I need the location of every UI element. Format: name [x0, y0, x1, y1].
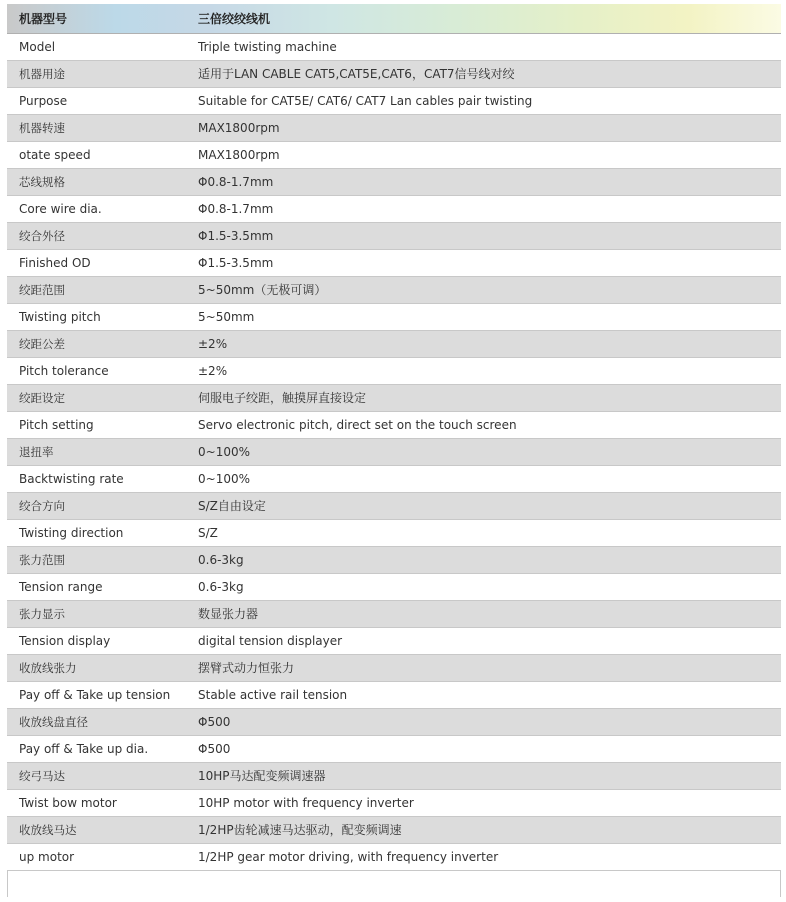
table-row: [7, 709, 781, 736]
spec-value: 0.6-3kg: [186, 574, 781, 601]
spec-label: 芯线规格: [7, 169, 186, 196]
spec-label: Pay off & Take up dia.: [7, 736, 186, 763]
spec-label: 机器转速: [7, 115, 186, 142]
spec-label: Model: [7, 34, 186, 61]
spec-value: Φ500: [186, 736, 781, 763]
table-row: [7, 88, 781, 115]
spec-label: up motor: [7, 844, 186, 871]
spec-label: 张力范围: [7, 547, 186, 574]
spec-value: Suitable for CAT5E/ CAT6/ CAT7 Lan cables pair twisting: [186, 88, 781, 115]
spec-label: 收放线盘直径: [7, 709, 186, 736]
spec-value: ±2%: [186, 358, 781, 385]
table-header-row: [7, 4, 781, 34]
table-row: [7, 844, 781, 871]
spec-label: 绞距范围: [7, 277, 186, 304]
table-row: [7, 817, 781, 844]
spec-value: digital tension displayer: [186, 628, 781, 655]
table-row: [7, 169, 781, 196]
spec-label: Core wire dia.: [7, 196, 186, 223]
table-row: [7, 682, 781, 709]
spec-value: MAX1800rpm: [186, 142, 781, 169]
table-row: [7, 493, 781, 520]
table-row: [7, 61, 781, 88]
spec-label: Twisting pitch: [7, 304, 186, 331]
header-value: 三倍绞绞线机: [186, 4, 781, 34]
table-row: [7, 304, 781, 331]
table-row: [7, 520, 781, 547]
spec-label: 绞合方向: [7, 493, 186, 520]
spec-label: otate speed: [7, 142, 186, 169]
spec-value: Φ0.8-1.7mm: [186, 169, 781, 196]
spec-label: 收放线张力: [7, 655, 186, 682]
header-label: 机器型号: [7, 4, 186, 34]
spec-value: Φ500: [186, 709, 781, 736]
spec-label: Pitch tolerance: [7, 358, 186, 385]
table-row: [7, 466, 781, 493]
table-row: [7, 34, 781, 61]
table-row: [7, 790, 781, 817]
spec-label: 绞距公差: [7, 331, 186, 358]
spec-label: Pitch setting: [7, 412, 186, 439]
spec-value: ±2%: [186, 331, 781, 358]
table-row: [7, 736, 781, 763]
table-row: [7, 574, 781, 601]
spec-value: 0~100%: [186, 439, 781, 466]
spec-label: 绞距设定: [7, 385, 186, 412]
spec-value: S/Z: [186, 520, 781, 547]
spec-table: [7, 4, 781, 871]
spec-label: 退扭率: [7, 439, 186, 466]
spec-value: MAX1800rpm: [186, 115, 781, 142]
spec-value: S/Z自由设定: [186, 493, 781, 520]
table-row: [7, 250, 781, 277]
spec-label: 绞弓马达: [7, 763, 186, 790]
table-row: [7, 601, 781, 628]
spec-label: Finished OD: [7, 250, 186, 277]
table-row: [7, 385, 781, 412]
spec-value: Φ0.8-1.7mm: [186, 196, 781, 223]
table-row: [7, 628, 781, 655]
spec-label: Tension display: [7, 628, 186, 655]
spec-label: Tension range: [7, 574, 186, 601]
spec-value: 5~50mm: [186, 304, 781, 331]
spec-value: Triple twisting machine: [186, 34, 781, 61]
table-row: [7, 763, 781, 790]
spec-label: Purpose: [7, 88, 186, 115]
table-row: [7, 196, 781, 223]
table-row: [7, 412, 781, 439]
spec-value: 0~100%: [186, 466, 781, 493]
spec-value: 适用于LAN CABLE CAT5,CAT5E,CAT6，CAT7信号线对绞: [186, 61, 781, 88]
spec-value: Φ1.5-3.5mm: [186, 250, 781, 277]
spec-value: 摆臂式动力恒张力: [186, 655, 781, 682]
table-row: [7, 439, 781, 466]
table-row: [7, 358, 781, 385]
spec-value: 伺服电子绞距，触摸屏直接设定: [186, 385, 781, 412]
table-row: [7, 223, 781, 250]
spec-label: Pay off & Take up tension: [7, 682, 186, 709]
spec-label: 收放线马达: [7, 817, 186, 844]
table-row: [7, 115, 781, 142]
spec-value: 10HP马达配变频调速器: [186, 763, 781, 790]
spec-value: 1/2HP gear motor driving, with frequency inverter: [186, 844, 781, 871]
spec-value: 0.6-3kg: [186, 547, 781, 574]
spec-value: Φ1.5-3.5mm: [186, 223, 781, 250]
spec-value: 1/2HP齿轮减速马达驱动，配变频调速: [186, 817, 781, 844]
table-row: [7, 655, 781, 682]
spec-label: Backtwisting rate: [7, 466, 186, 493]
table-row: [7, 277, 781, 304]
spec-label: 张力显示: [7, 601, 186, 628]
table-row: [7, 547, 781, 574]
spec-value: 5~50mm（无极可调）: [186, 277, 781, 304]
spec-label: 机器用途: [7, 61, 186, 88]
table-row: [7, 142, 781, 169]
spec-label: Twisting direction: [7, 520, 186, 547]
spec-value: 10HP motor with frequency inverter: [186, 790, 781, 817]
spec-label: Twist bow motor: [7, 790, 186, 817]
spec-label: 绞合外径: [7, 223, 186, 250]
spec-value: Servo electronic pitch, direct set on the touch screen: [186, 412, 781, 439]
spec-value: Stable active rail tension: [186, 682, 781, 709]
spec-value: 数显张力器: [186, 601, 781, 628]
table-row: [7, 331, 781, 358]
